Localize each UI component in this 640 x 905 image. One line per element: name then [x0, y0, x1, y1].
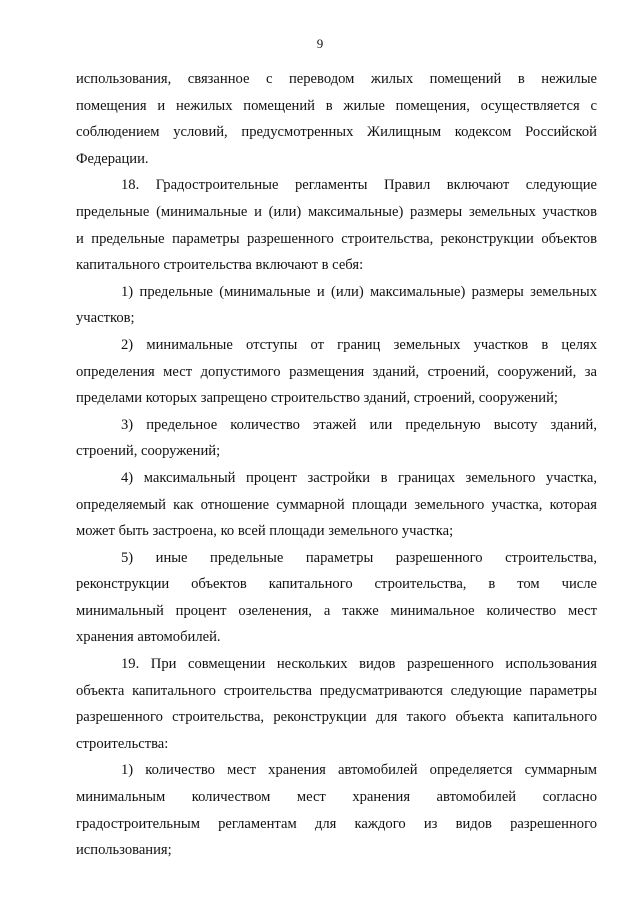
- text-line: 1) предельные (минимальные и (или) максимальные) размеры земельных: [121, 283, 597, 300]
- paragraph-p-continuation: [76, 66, 597, 172]
- text-line: реконструкции объектов капитального строительства, в том числе: [76, 576, 597, 593]
- text-line: Федерации.: [76, 150, 149, 167]
- text-line: 2) минимальные отступы от границ земельных участков в целях: [121, 336, 597, 353]
- text-line: 4) максимальный процент застройки в границах земельного участка,: [121, 469, 597, 486]
- page-number: 9: [316, 36, 324, 51]
- text-line: использования, связанное с переводом жилых помещений в нежилые: [76, 71, 597, 87]
- text-line: минимальным количеством мест хранения автомобилей согласно: [76, 789, 597, 806]
- text-line: 5) иные предельные параметры разрешенного строительства,: [121, 549, 597, 566]
- paragraph-p-18-3: [76, 412, 597, 465]
- text-line: и предельные параметры разрешенного строительства, реконструкции объектов: [76, 230, 597, 247]
- text-line: определяемый как отношение суммарной площади земельного участка, которая: [76, 496, 597, 513]
- text-line: 19. При совмещении нескольких видов разрешенного использования: [121, 656, 597, 673]
- text-line: пределами которых запрещено строительство зданий, строений, сооружений;: [76, 390, 558, 407]
- document-body: [76, 66, 597, 864]
- text-line: хранения автомобилей.: [76, 629, 221, 646]
- paragraph-p-18-1: [76, 279, 597, 332]
- text-line: помещения и нежилых помещений в жилые помещения, осуществляется с: [76, 97, 597, 114]
- text-line: использования;: [76, 842, 172, 859]
- paragraph-p-18-2: [76, 332, 597, 412]
- paragraph-p-18: [76, 172, 597, 278]
- text-line: может быть застроена, ко всей площади земельного участка;: [76, 523, 454, 540]
- paragraph-p-19: [76, 651, 597, 757]
- text-line: объекта капитального строительства предусматриваются следующие параметры: [76, 682, 597, 699]
- text-line: строений, сооружений;: [76, 443, 221, 460]
- text-line: участков;: [76, 310, 135, 327]
- text-line: предельные (минимальные и (или) максимальные) размеры земельных участков: [76, 203, 597, 220]
- text-line: соблюдением условий, предусмотренных Жилищным кодексом Российской: [76, 124, 597, 141]
- text-line: 18. Градостроительные регламенты Правил включают следующие: [121, 177, 597, 194]
- paragraph-p-18-4: [76, 465, 597, 545]
- paragraph-p-19-1: [76, 757, 597, 863]
- text-line: минимальный процент озеленения, а также минимальное количество мест: [76, 602, 597, 619]
- text-line: строительства:: [76, 735, 169, 752]
- text-line: градостроительным регламентам для каждого из видов разрешенного: [76, 815, 597, 832]
- text-line: разрешенного строительства, реконструкции для такого объекта капитального: [76, 709, 597, 726]
- text-line: капитального строительства включают в себя:: [76, 257, 364, 274]
- text-line: определения мест допустимого размещения зданий, строений, сооружений, за: [76, 363, 597, 380]
- paragraph-p-18-5: [76, 545, 597, 651]
- text-line: 1) количество мест хранения автомобилей определяется суммарным: [121, 762, 597, 779]
- text-line: 3) предельное количество этажей или предельную высоту зданий,: [121, 416, 597, 433]
